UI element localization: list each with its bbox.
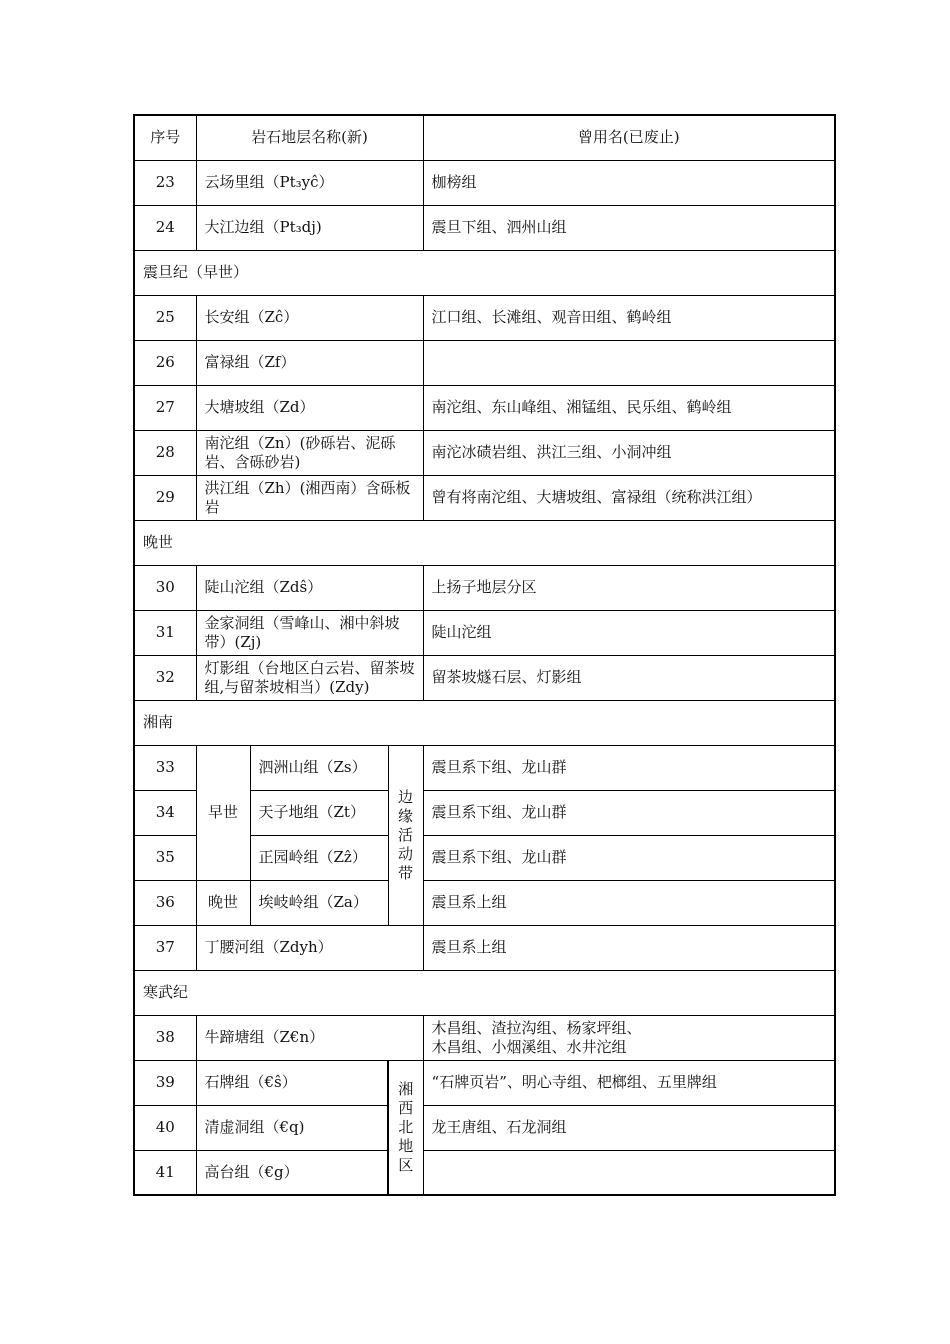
section-title: 湘南 bbox=[134, 700, 835, 745]
table-row bbox=[134, 925, 835, 970]
stratum-name: 洪江组（Zh）(湘西南）含砾板岩 bbox=[196, 475, 423, 520]
strata-table bbox=[133, 114, 836, 1196]
table-row bbox=[134, 1015, 835, 1060]
row-number: 30 bbox=[134, 565, 196, 610]
row-number: 25 bbox=[134, 295, 196, 340]
stratum-name: 灯影组（台地区白云岩、留茶坡组,与留茶坡相当）(Zdy) bbox=[196, 655, 423, 700]
row-number: 33 bbox=[134, 745, 196, 790]
former-name bbox=[423, 1150, 835, 1195]
former-name: 震旦系下组、龙山群 bbox=[423, 790, 835, 835]
row-number: 32 bbox=[134, 655, 196, 700]
row-number: 28 bbox=[134, 430, 196, 475]
stratum-name: 丁腰河组（Zdyh） bbox=[196, 925, 423, 970]
former-name-text bbox=[432, 1019, 827, 1057]
table-row bbox=[134, 295, 835, 340]
epoch-late: 晚世 bbox=[196, 880, 250, 925]
row-number: 24 bbox=[134, 205, 196, 250]
former-name: 震旦系上组 bbox=[423, 880, 835, 925]
epoch-early: 早世 bbox=[196, 745, 250, 880]
row-number: 36 bbox=[134, 880, 196, 925]
row-number: 38 bbox=[134, 1015, 196, 1060]
stratum-name: 长安组（Zĉ） bbox=[196, 295, 423, 340]
table-row bbox=[134, 1060, 835, 1105]
table-row bbox=[134, 565, 835, 610]
row-number: 41 bbox=[134, 1150, 196, 1195]
table-row bbox=[134, 430, 835, 475]
row-number: 34 bbox=[134, 790, 196, 835]
margin-zone-label bbox=[388, 745, 423, 925]
stratum-name: 埃岐岭组（Za） bbox=[250, 880, 388, 925]
header-name: 岩石地层名称(新) bbox=[196, 115, 423, 160]
table-row bbox=[134, 1105, 835, 1150]
row-number: 31 bbox=[134, 610, 196, 655]
former-name: 震旦系下组、龙山群 bbox=[423, 745, 835, 790]
former-name: 震旦系上组 bbox=[423, 925, 835, 970]
stratum-name: 陡山沱组（Zdŝ） bbox=[196, 565, 423, 610]
nw-region-label bbox=[388, 1060, 423, 1195]
section-row bbox=[134, 700, 835, 745]
former-name: 南沱冰碛岩组、洪江三组、小洞冲组 bbox=[423, 430, 835, 475]
section-title: 震旦纪（早世） bbox=[134, 250, 835, 295]
table-row bbox=[134, 475, 835, 520]
table-row bbox=[134, 655, 835, 700]
row-number: 35 bbox=[134, 835, 196, 880]
table-row bbox=[134, 205, 835, 250]
row-number: 29 bbox=[134, 475, 196, 520]
table-row bbox=[134, 385, 835, 430]
table-row bbox=[134, 745, 835, 790]
former-name bbox=[423, 1015, 835, 1060]
former-name: 震旦系下组、龙山群 bbox=[423, 835, 835, 880]
former-name: 震旦下组、泗州山组 bbox=[423, 205, 835, 250]
header-old-name: 曾用名(已废止) bbox=[423, 115, 835, 160]
section-title: 晚世 bbox=[134, 520, 835, 565]
margin-zone-text: 边缘活动带 bbox=[398, 787, 414, 882]
row-number: 26 bbox=[134, 340, 196, 385]
stratum-name: 天子地组（Zt） bbox=[250, 790, 388, 835]
stratum-name: 大江边组（Pt₃dj) bbox=[196, 205, 423, 250]
table-row bbox=[134, 1150, 835, 1195]
section-row bbox=[134, 520, 835, 565]
stratum-name: 金家洞组（雪峰山、湘中斜坡带）(Zj) bbox=[196, 610, 423, 655]
former-name: 枷榜组 bbox=[423, 160, 835, 205]
stratum-name: 牛蹄塘组（Z€n） bbox=[196, 1015, 423, 1060]
former-name: 南沱组、东山峰组、湘锰组、民乐组、鹤岭组 bbox=[423, 385, 835, 430]
former-name-line-1: 木昌组、渣拉沟组、杨家坪组、 bbox=[431, 1018, 642, 1037]
former-name bbox=[423, 340, 835, 385]
former-name: “石牌页岩”、明心寺组、杷榔组、五里牌组 bbox=[423, 1060, 835, 1105]
stratum-name: 富禄组（Zf） bbox=[196, 340, 423, 385]
stratum-name: 大塘坡组（Zd） bbox=[196, 385, 423, 430]
table-row bbox=[134, 340, 835, 385]
row-number: 27 bbox=[134, 385, 196, 430]
row-number: 37 bbox=[134, 925, 196, 970]
stratum-name: 正园岭组（Zẑ） bbox=[250, 835, 388, 880]
former-name: 曾有将南沱组、大塘坡组、富禄组（统称洪江组） bbox=[423, 475, 835, 520]
stratum-name: 清虚洞组（€q) bbox=[196, 1105, 388, 1150]
section-row bbox=[134, 970, 835, 1015]
stratum-name: 云场里组（Pt₃yĉ） bbox=[196, 160, 423, 205]
section-title: 寒武纪 bbox=[134, 970, 835, 1015]
row-number: 23 bbox=[134, 160, 196, 205]
stratum-name: 高台组（€g） bbox=[196, 1150, 388, 1195]
header-seq: 序号 bbox=[134, 115, 196, 160]
table-row bbox=[134, 880, 835, 925]
former-name: 陡山沱组 bbox=[423, 610, 835, 655]
former-name: 留茶坡燧石层、灯影组 bbox=[423, 655, 835, 700]
former-name: 江口组、长滩组、观音田组、鹤岭组 bbox=[423, 295, 835, 340]
former-name: 龙王唐组、石龙洞组 bbox=[423, 1105, 835, 1150]
row-number: 39 bbox=[134, 1060, 196, 1105]
table-header-row bbox=[134, 115, 835, 160]
former-name-line-2: 木昌组、小烟溪组、水井沱组 bbox=[431, 1037, 627, 1056]
stratum-name: 南沱组（Zn）(砂砾岩、泥砾岩、含砾砂岩) bbox=[196, 430, 423, 475]
stratum-name: 石牌组（€ŝ） bbox=[196, 1060, 388, 1105]
row-number: 40 bbox=[134, 1105, 196, 1150]
table-row bbox=[134, 160, 835, 205]
nw-region-text: 湘西北地区 bbox=[398, 1079, 414, 1174]
section-row bbox=[134, 250, 835, 295]
stratum-name: 泗洲山组（Zs） bbox=[250, 745, 388, 790]
former-name: 上扬子地层分区 bbox=[423, 565, 835, 610]
table-row bbox=[134, 610, 835, 655]
